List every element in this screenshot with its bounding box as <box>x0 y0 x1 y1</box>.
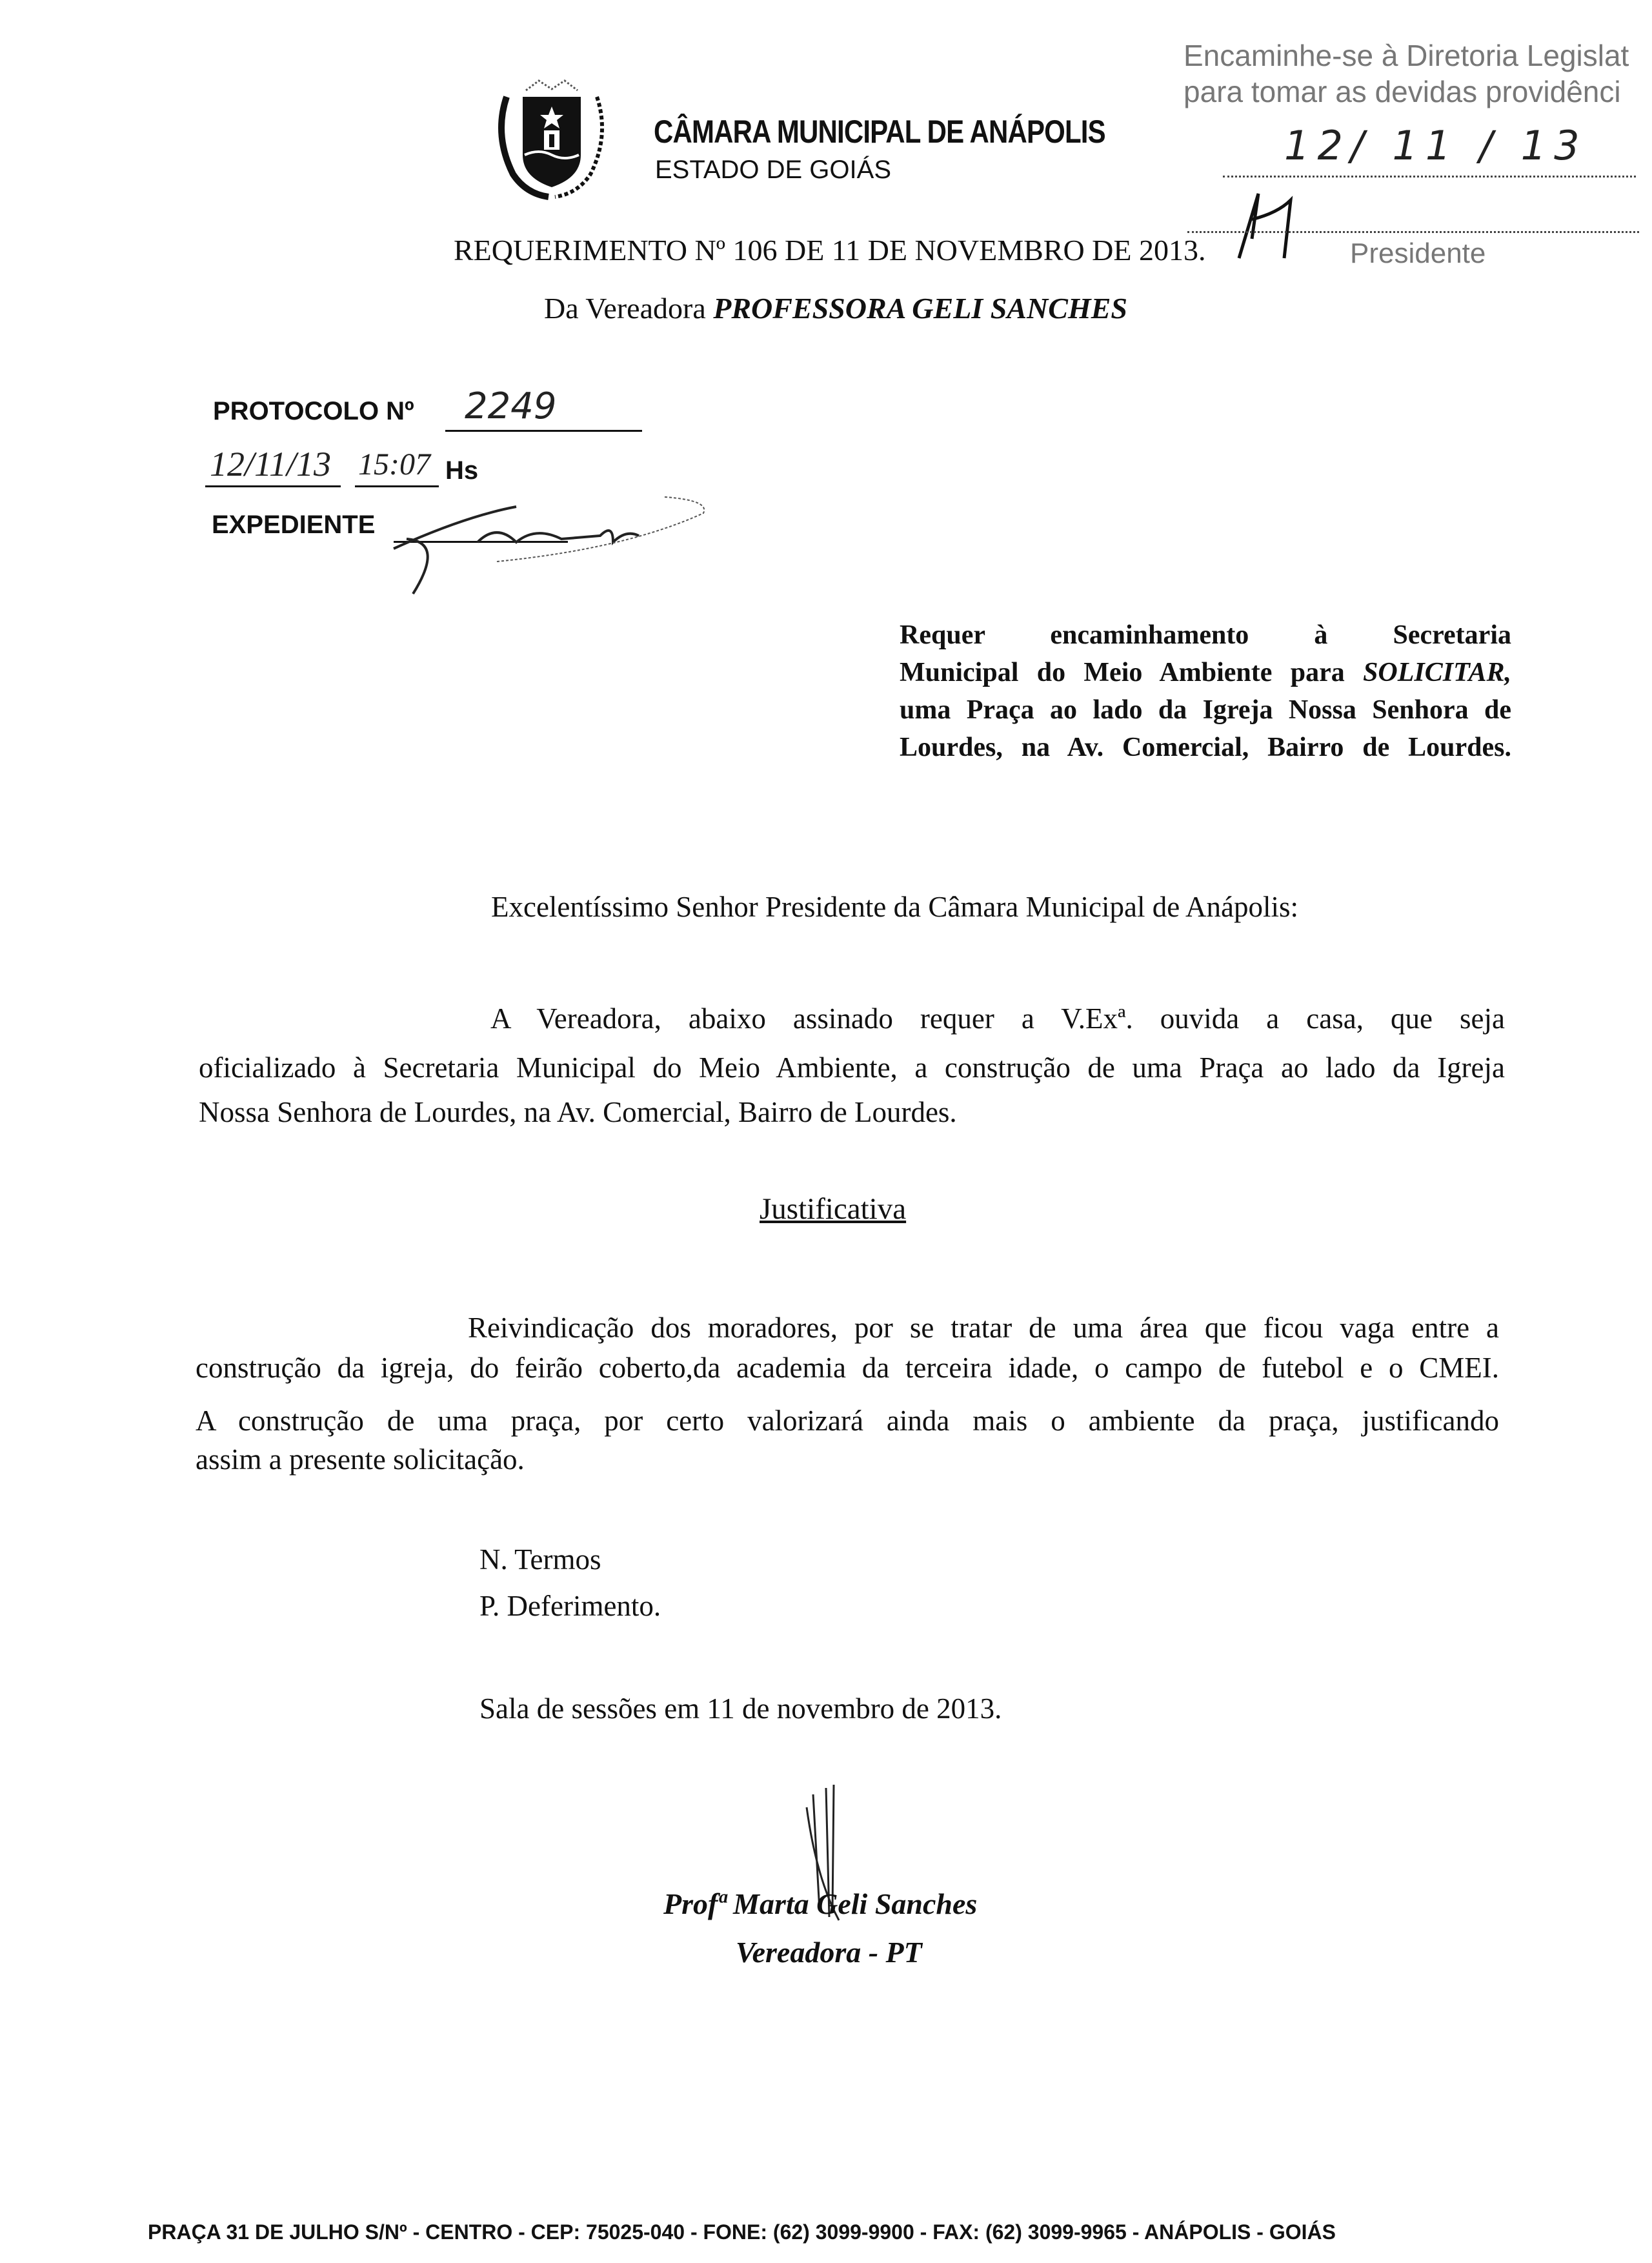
justification-line: Reivindicação dos moradores, por se tratar de uma área que ficou vaga entre a <box>468 1312 1499 1344</box>
protocol-number: 2249 <box>465 385 557 427</box>
coat-of-arms-logo <box>487 71 616 200</box>
stamp-signature-line <box>1187 231 1639 233</box>
stamp-date: 12/ 11 / 13 <box>1284 122 1587 169</box>
justification-line: A construção de uma praça, por certo valorizará ainda mais o ambiente da praça, justificando <box>196 1405 1499 1437</box>
protocol-date-line <box>205 485 341 487</box>
stamp-line-2: para tomar as devidas providênci <box>1184 75 1621 108</box>
stamp-date-line <box>1223 176 1636 178</box>
body-line: oficializado à Secretaria Municipal do Meio Ambiente, a construção de uma Praça ao lado da Igreja <box>199 1051 1505 1084</box>
institution-name: CÂMARA MUNICIPAL DE ANÁPOLIS <box>654 114 1105 150</box>
document-title: REQUERIMENTO Nº 106 DE 11 DE NOVEMBRO DE 2013. <box>454 234 1206 267</box>
state-name: ESTADO DE GOIÁS <box>655 156 891 184</box>
author-name: PROFESSORA GELI SANCHES <box>713 292 1127 325</box>
expediente-signature <box>368 491 729 600</box>
hours-label: Hs <box>445 456 479 485</box>
president-signature <box>1213 187 1342 265</box>
author-line <box>544 292 1127 326</box>
summary-line: Requer encaminhamento à Secretaria <box>900 620 1511 650</box>
stamp-role: Presidente <box>1350 238 1486 269</box>
protocol-time: 15:07 <box>358 447 430 482</box>
signature-role: Vereadora - PT <box>736 1936 922 1969</box>
footer-address: PRAÇA 31 DE JULHO S/Nº - CENTRO - CEP: 75025-040 - FONE: (62) 3099-9900 - FAX: (62) 3099-9965 - ANÁPOLIS - GOIÁS <box>148 2220 1336 2244</box>
place-date: Sala de sessões em 11 de novembro de 2013. <box>479 1692 1002 1725</box>
justification-line: assim a presente solicitação. <box>196 1443 525 1476</box>
expediente-label: EXPEDIENTE <box>212 511 376 539</box>
summary-line: Lourdes, na Av. Comercial, Bairro de Lourdes. <box>900 733 1511 762</box>
salutation: Excelentíssimo Senhor Presidente da Câmara Municipal de Anápolis: <box>491 891 1298 923</box>
author-prefix: Da Vereadora <box>544 292 706 325</box>
summary-emphasis: SOLICITAR, <box>1363 658 1511 687</box>
closing-request: P. Deferimento. <box>479 1590 661 1622</box>
signature-name: Profª Marta Geli Sanches <box>663 1887 978 1920</box>
protocol-date: 12/11/13 <box>210 445 331 483</box>
body-line: Nossa Senhora de Lourdes, na Av. Comercial, Bairro de Lourdes. <box>199 1096 957 1128</box>
justification-heading: Justificativa <box>760 1192 907 1226</box>
justification-line: construção da igreja, do feirão coberto,da academia da terceira idade, o campo de futebol e o CMEI. <box>196 1352 1499 1384</box>
summary-line: Municipal do Meio Ambiente para SOLICITAR, <box>900 658 1511 687</box>
body-line: A Vereadora, abaixo assinado requer a V.Exª. ouvida a casa, que seja <box>490 1002 1505 1035</box>
closing-terms: N. Termos <box>479 1543 601 1576</box>
protocol-number-line <box>445 430 642 432</box>
protocol-time-line <box>355 485 439 487</box>
stamp-line-1: Encaminhe-se à Diretoria Legislat <box>1184 39 1629 72</box>
summary-line: uma Praça ao lado da Igreja Nossa Senhora de <box>900 695 1511 725</box>
protocol-label: PROTOCOLO Nº <box>213 397 414 425</box>
